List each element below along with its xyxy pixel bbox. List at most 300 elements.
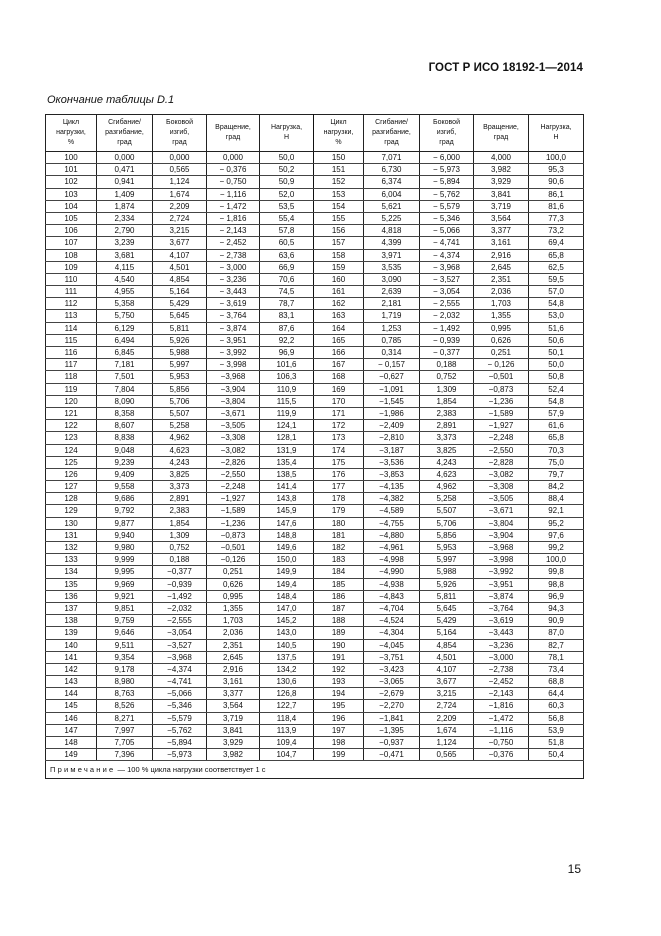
- table-cell: 179: [314, 505, 364, 517]
- table-cell: − 2,452: [207, 237, 260, 249]
- table-cell: 96,9: [260, 347, 314, 359]
- table-row: [46, 286, 584, 298]
- table-cell: −0,750: [474, 737, 529, 749]
- table-cell: 59,5: [529, 273, 584, 285]
- table-cell: 9,759: [97, 615, 153, 627]
- table-cell: 5,856: [153, 383, 207, 395]
- table-cell: 1,355: [207, 602, 260, 614]
- table-cell: 109,4: [260, 737, 314, 749]
- table-cell: −2,270: [364, 700, 420, 712]
- column-header-line: Н: [283, 134, 290, 141]
- table-cell: 2,036: [207, 627, 260, 639]
- table-cell: 175: [314, 456, 364, 468]
- table-cell: − 3,054: [420, 286, 474, 298]
- table-cell: 2,790: [97, 225, 153, 237]
- table-caption: Окончание таблицы D.1: [47, 94, 175, 106]
- table-cell: 6,730: [364, 164, 420, 176]
- table-cell: 3,929: [207, 737, 260, 749]
- table-cell: 2,351: [474, 273, 529, 285]
- table-cell: − 3,992: [207, 347, 260, 359]
- table-body: [46, 152, 584, 761]
- table-cell: −3,536: [364, 456, 420, 468]
- table-cell: −3,904: [474, 529, 529, 541]
- table-cell: −3,082: [207, 444, 260, 456]
- table-cell: 124,1: [260, 420, 314, 432]
- table-cell: 134,2: [260, 663, 314, 675]
- table-cell: 122: [46, 420, 97, 432]
- table-cell: 0,752: [153, 542, 207, 554]
- table-row: [46, 334, 584, 346]
- table-cell: 0,626: [474, 334, 529, 346]
- table-cell: 3,982: [474, 164, 529, 176]
- table-cell: 2,209: [420, 712, 474, 724]
- table-cell: 0,251: [474, 347, 529, 359]
- table-cell: −5,346: [153, 700, 207, 712]
- table-cell: 174: [314, 444, 364, 456]
- table-cell: 8,271: [97, 712, 153, 724]
- table-cell: −4,589: [364, 505, 420, 517]
- table-cell: 1,854: [153, 517, 207, 529]
- table-cell: 4,243: [420, 456, 474, 468]
- table-cell: 60,3: [529, 700, 584, 712]
- table-cell: 50,1: [529, 347, 584, 359]
- table-cell: − 3,874: [207, 322, 260, 334]
- table-cell: −1,472: [474, 712, 529, 724]
- table-cell: −1,091: [364, 383, 420, 395]
- table-cell: 6,004: [364, 188, 420, 200]
- table-cell: 0,251: [207, 566, 260, 578]
- table-cell: − 0,157: [364, 359, 420, 371]
- table-cell: 5,164: [153, 286, 207, 298]
- table-cell: 9,354: [97, 651, 153, 663]
- table-cell: 1,874: [97, 200, 153, 212]
- table-cell: 5,856: [420, 529, 474, 541]
- table-cell: 180: [314, 517, 364, 529]
- table-cell: 176: [314, 468, 364, 480]
- table-cell: 5,926: [153, 334, 207, 346]
- table-cell: 110: [46, 273, 97, 285]
- table-cell: 181: [314, 529, 364, 541]
- table-cell: 3,090: [364, 273, 420, 285]
- table-cell: 73,4: [529, 663, 584, 675]
- table-row: [46, 737, 584, 749]
- table-cell: −3,236: [474, 639, 529, 651]
- table-cell: 153: [314, 188, 364, 200]
- table-cell: 186: [314, 590, 364, 602]
- table-cell: 0,314: [364, 347, 420, 359]
- table-cell: 50,9: [260, 176, 314, 188]
- table-cell: 5,507: [420, 505, 474, 517]
- table-cell: 119,9: [260, 407, 314, 419]
- table-cell: 4,540: [97, 273, 153, 285]
- table-cell: 7,071: [364, 152, 420, 164]
- table-cell: −4,843: [364, 590, 420, 602]
- table-cell: − 3,443: [207, 286, 260, 298]
- table-cell: − 0,376: [207, 164, 260, 176]
- table-row: [46, 749, 584, 761]
- table-cell: 131: [46, 529, 97, 541]
- table-cell: 150: [314, 152, 364, 164]
- table-cell: −3,308: [207, 432, 260, 444]
- table-cell: 8,763: [97, 688, 153, 700]
- table-cell: 100: [46, 152, 97, 164]
- table-cell: 145: [46, 700, 97, 712]
- table-cell: 150,0: [260, 554, 314, 566]
- table-cell: 137,5: [260, 651, 314, 663]
- table-row: [46, 273, 584, 285]
- table-cell: 86,1: [529, 188, 584, 200]
- table-cell: −3,000: [474, 651, 529, 663]
- table-cell: −2,555: [153, 615, 207, 627]
- table-cell: 50,0: [260, 152, 314, 164]
- table-cell: 73,2: [529, 225, 584, 237]
- table-cell: 192: [314, 663, 364, 675]
- table-cell: −3,992: [474, 566, 529, 578]
- table-cell: 4,962: [420, 481, 474, 493]
- table-cell: 52,4: [529, 383, 584, 395]
- table-cell: 3,373: [153, 481, 207, 493]
- table-cell: 171: [314, 407, 364, 419]
- table-cell: 157: [314, 237, 364, 249]
- table-cell: −3,751: [364, 651, 420, 663]
- table-cell: 3,825: [420, 444, 474, 456]
- table-cell: 8,358: [97, 407, 153, 419]
- table-cell: −2,828: [474, 456, 529, 468]
- table-cell: 5,645: [153, 310, 207, 322]
- table-cell: 156: [314, 225, 364, 237]
- table-cell: −3,082: [474, 468, 529, 480]
- table-cell: 3,373: [420, 432, 474, 444]
- table-cell: 117: [46, 359, 97, 371]
- table-cell: 0,188: [153, 554, 207, 566]
- table-cell: 165: [314, 334, 364, 346]
- table-cell: 2,891: [420, 420, 474, 432]
- table-cell: 5,706: [420, 517, 474, 529]
- table-cell: 138,5: [260, 468, 314, 480]
- table-cell: 5,953: [420, 542, 474, 554]
- table-cell: 127: [46, 481, 97, 493]
- table-cell: 1,309: [153, 529, 207, 541]
- table-cell: −3,065: [364, 676, 420, 688]
- table-cell: 148,8: [260, 529, 314, 541]
- table-row: [46, 200, 584, 212]
- table-cell: 139: [46, 627, 97, 639]
- table-cell: − 5,973: [420, 164, 474, 176]
- table-cell: 99,2: [529, 542, 584, 554]
- table-cell: −2,810: [364, 432, 420, 444]
- table-cell: 2,351: [207, 639, 260, 651]
- table-cell: −1,589: [207, 505, 260, 517]
- table-cell: 109: [46, 261, 97, 273]
- table-cell: 4,501: [153, 261, 207, 273]
- table-cell: 187: [314, 602, 364, 614]
- table-cell: 110,9: [260, 383, 314, 395]
- table-cell: 81,6: [529, 200, 584, 212]
- table-cell: 143,0: [260, 627, 314, 639]
- table-cell: 69,4: [529, 237, 584, 249]
- table-cell: − 5,762: [420, 188, 474, 200]
- table-cell: 4,854: [153, 273, 207, 285]
- column-header-line: Вращение,: [215, 124, 251, 131]
- column-header-line: Цикл: [62, 119, 80, 126]
- table-cell: −2,452: [474, 676, 529, 688]
- table-cell: 4,107: [153, 249, 207, 261]
- table-cell: −3,951: [474, 578, 529, 590]
- table-row: [46, 651, 584, 663]
- table-cell: 112: [46, 298, 97, 310]
- table-cell: − 4,741: [420, 237, 474, 249]
- table-cell: 0,995: [207, 590, 260, 602]
- table-cell: −4,998: [364, 554, 420, 566]
- table-note: [46, 761, 584, 779]
- table-row: [46, 444, 584, 456]
- table-cell: 5,358: [97, 298, 153, 310]
- table-cell: 87,0: [529, 627, 584, 639]
- table-cell: − 3,236: [207, 273, 260, 285]
- table-cell: 197: [314, 724, 364, 736]
- table-cell: −2,826: [207, 456, 260, 468]
- table-cell: 2,383: [420, 407, 474, 419]
- table-cell: 142: [46, 663, 97, 675]
- table-cell: 62,5: [529, 261, 584, 273]
- table-cell: 88,4: [529, 493, 584, 505]
- table-cell: 77,3: [529, 212, 584, 224]
- table-cell: 3,825: [153, 468, 207, 480]
- table-cell: 144: [46, 688, 97, 700]
- table-cell: 100,0: [529, 554, 584, 566]
- table-cell: −4,045: [364, 639, 420, 651]
- table-cell: 5,953: [153, 371, 207, 383]
- table-cell: −0,376: [474, 749, 529, 761]
- column-header-line: град: [225, 134, 241, 141]
- table-cell: 66,9: [260, 261, 314, 273]
- table-cell: 61,6: [529, 420, 584, 432]
- table-cell: −3,423: [364, 663, 420, 675]
- table-row: [46, 395, 584, 407]
- table-cell: −3,671: [207, 407, 260, 419]
- table-cell: 140,5: [260, 639, 314, 651]
- table-cell: −2,248: [474, 432, 529, 444]
- table-cell: − 3,527: [420, 273, 474, 285]
- table-cell: 96,9: [529, 590, 584, 602]
- table-cell: 122,7: [260, 700, 314, 712]
- table-cell: 147,6: [260, 517, 314, 529]
- table-cell: −0,873: [474, 383, 529, 395]
- column-header-line: разгибание,: [105, 129, 144, 136]
- table-cell: 149,9: [260, 566, 314, 578]
- table-cell: − 5,579: [420, 200, 474, 212]
- table-cell: 188: [314, 615, 364, 627]
- document-code: ГОСТ Р ИСО 18192-1—2014: [428, 62, 583, 74]
- table-cell: 104: [46, 200, 97, 212]
- table-cell: 199: [314, 749, 364, 761]
- table-row: [46, 225, 584, 237]
- table-cell: 64,4: [529, 688, 584, 700]
- table-cell: 3,215: [153, 225, 207, 237]
- table-cell: 9,792: [97, 505, 153, 517]
- table-cell: 5,988: [153, 347, 207, 359]
- table-cell: −3,853: [364, 468, 420, 480]
- table-cell: −4,704: [364, 602, 420, 614]
- table-cell: 133: [46, 554, 97, 566]
- table-cell: 54,8: [529, 298, 584, 310]
- table-cell: 185: [314, 578, 364, 590]
- column-header-line: %: [67, 139, 75, 146]
- table-cell: 147,0: [260, 602, 314, 614]
- table-cell: 1,674: [153, 188, 207, 200]
- table-cell: 7,501: [97, 371, 153, 383]
- table-cell: 9,409: [97, 468, 153, 480]
- table-cell: 8,980: [97, 676, 153, 688]
- table-cell: −3,998: [474, 554, 529, 566]
- table-row: [46, 663, 584, 675]
- table-cell: 4,818: [364, 225, 420, 237]
- table-cell: 2,645: [474, 261, 529, 273]
- table-cell: 1,719: [364, 310, 420, 322]
- table-cell: −4,961: [364, 542, 420, 554]
- table-cell: 107: [46, 237, 97, 249]
- table-cell: 3,929: [474, 176, 529, 188]
- table-cell: 148: [46, 737, 97, 749]
- table-row: [46, 566, 584, 578]
- table-cell: 124: [46, 444, 97, 456]
- table-cell: 50,2: [260, 164, 314, 176]
- table-cell: 3,681: [97, 249, 153, 261]
- table-cell: −1,395: [364, 724, 420, 736]
- table-cell: −4,374: [153, 663, 207, 675]
- table-cell: 90,9: [529, 615, 584, 627]
- table-cell: − 0,377: [420, 347, 474, 359]
- table-cell: 0,995: [474, 322, 529, 334]
- table-cell: 128: [46, 493, 97, 505]
- table-cell: 5,225: [364, 212, 420, 224]
- table-cell: −3,308: [474, 481, 529, 493]
- table-cell: 120: [46, 395, 97, 407]
- table-cell: 98,8: [529, 578, 584, 590]
- table-cell: 169: [314, 383, 364, 395]
- column-header-line: град: [439, 139, 454, 146]
- table-cell: 2,036: [474, 286, 529, 298]
- column-header-line: изгиб,: [169, 129, 190, 136]
- table-cell: 141,4: [260, 481, 314, 493]
- table-cell: 2,891: [153, 493, 207, 505]
- table-cell: 116: [46, 347, 97, 359]
- table-cell: − 3,764: [207, 310, 260, 322]
- table-row: [46, 468, 584, 480]
- table-cell: 50,4: [529, 749, 584, 761]
- table-cell: 70,3: [529, 444, 584, 456]
- table-cell: −0,501: [474, 371, 529, 383]
- table-cell: 3,677: [153, 237, 207, 249]
- table-cell: 148,4: [260, 590, 314, 602]
- column-header-line: Цикл: [330, 119, 347, 126]
- table-row: [46, 590, 584, 602]
- table-cell: 137: [46, 602, 97, 614]
- table-cell: −3,505: [474, 493, 529, 505]
- table-cell: 9,969: [97, 578, 153, 590]
- table-cell: −4,382: [364, 493, 420, 505]
- table-cell: 126,8: [260, 688, 314, 700]
- table-cell: 5,811: [153, 322, 207, 334]
- table-cell: 123: [46, 432, 97, 444]
- table-cell: −0,873: [207, 529, 260, 541]
- table-cell: 2,181: [364, 298, 420, 310]
- table-cell: 7,705: [97, 737, 153, 749]
- table-cell: −1,236: [474, 395, 529, 407]
- table-cell: 3,161: [207, 676, 260, 688]
- table-row: [46, 529, 584, 541]
- table-cell: 0,941: [97, 176, 153, 188]
- table-row: [46, 347, 584, 359]
- column-header-line: разгибание,: [372, 129, 411, 136]
- table-cell: 95,3: [529, 164, 584, 176]
- table-cell: 161: [314, 286, 364, 298]
- table-cell: 6,129: [97, 322, 153, 334]
- table-cell: 9,999: [97, 554, 153, 566]
- table-cell: −2,409: [364, 420, 420, 432]
- table-cell: − 3,000: [207, 261, 260, 273]
- table-cell: 141: [46, 651, 97, 663]
- table-cell: 3,377: [474, 225, 529, 237]
- table-cell: 184: [314, 566, 364, 578]
- table-cell: 147: [46, 724, 97, 736]
- table-cell: −2,738: [474, 663, 529, 675]
- table-cell: 97,6: [529, 529, 584, 541]
- table-cell: 140: [46, 639, 97, 651]
- table-cell: 5,997: [420, 554, 474, 566]
- table-cell: − 5,066: [420, 225, 474, 237]
- table-cell: 113,9: [260, 724, 314, 736]
- table-cell: 132: [46, 542, 97, 554]
- table-cell: 159: [314, 261, 364, 273]
- table-cell: −0,501: [207, 542, 260, 554]
- table-cell: 5,507: [153, 407, 207, 419]
- table-cell: − 3,998: [207, 359, 260, 371]
- table-cell: −1,492: [153, 590, 207, 602]
- table-cell: 92,1: [529, 505, 584, 517]
- table-cell: 111: [46, 286, 97, 298]
- table-cell: 4,399: [364, 237, 420, 249]
- table-row: [46, 602, 584, 614]
- table-cell: 83,1: [260, 310, 314, 322]
- table-cell: 104,7: [260, 749, 314, 761]
- table-cell: 118: [46, 371, 97, 383]
- table-cell: 9,940: [97, 529, 153, 541]
- column-header-line: Нагрузка,: [540, 124, 572, 131]
- table-cell: −3,527: [153, 639, 207, 651]
- table-cell: − 5,894: [420, 176, 474, 188]
- table-cell: 106: [46, 225, 97, 237]
- table-cell: 106,3: [260, 371, 314, 383]
- table-cell: 135,4: [260, 456, 314, 468]
- table-header-row: [46, 115, 584, 152]
- table-row: [46, 505, 584, 517]
- table-cell: − 1,472: [207, 200, 260, 212]
- table-row: [46, 627, 584, 639]
- table-cell: 154: [314, 200, 364, 212]
- table-cell: 0,626: [207, 578, 260, 590]
- table-cell: 1,309: [420, 383, 474, 395]
- table-cell: 9,851: [97, 602, 153, 614]
- table-cell: 2,334: [97, 212, 153, 224]
- table-cell: −3,054: [153, 627, 207, 639]
- table-row: [46, 249, 584, 261]
- table-cell: 9,921: [97, 590, 153, 602]
- table-cell: −0,377: [153, 566, 207, 578]
- table-cell: −2,032: [153, 602, 207, 614]
- table-cell: 130,6: [260, 676, 314, 688]
- table-row: [46, 383, 584, 395]
